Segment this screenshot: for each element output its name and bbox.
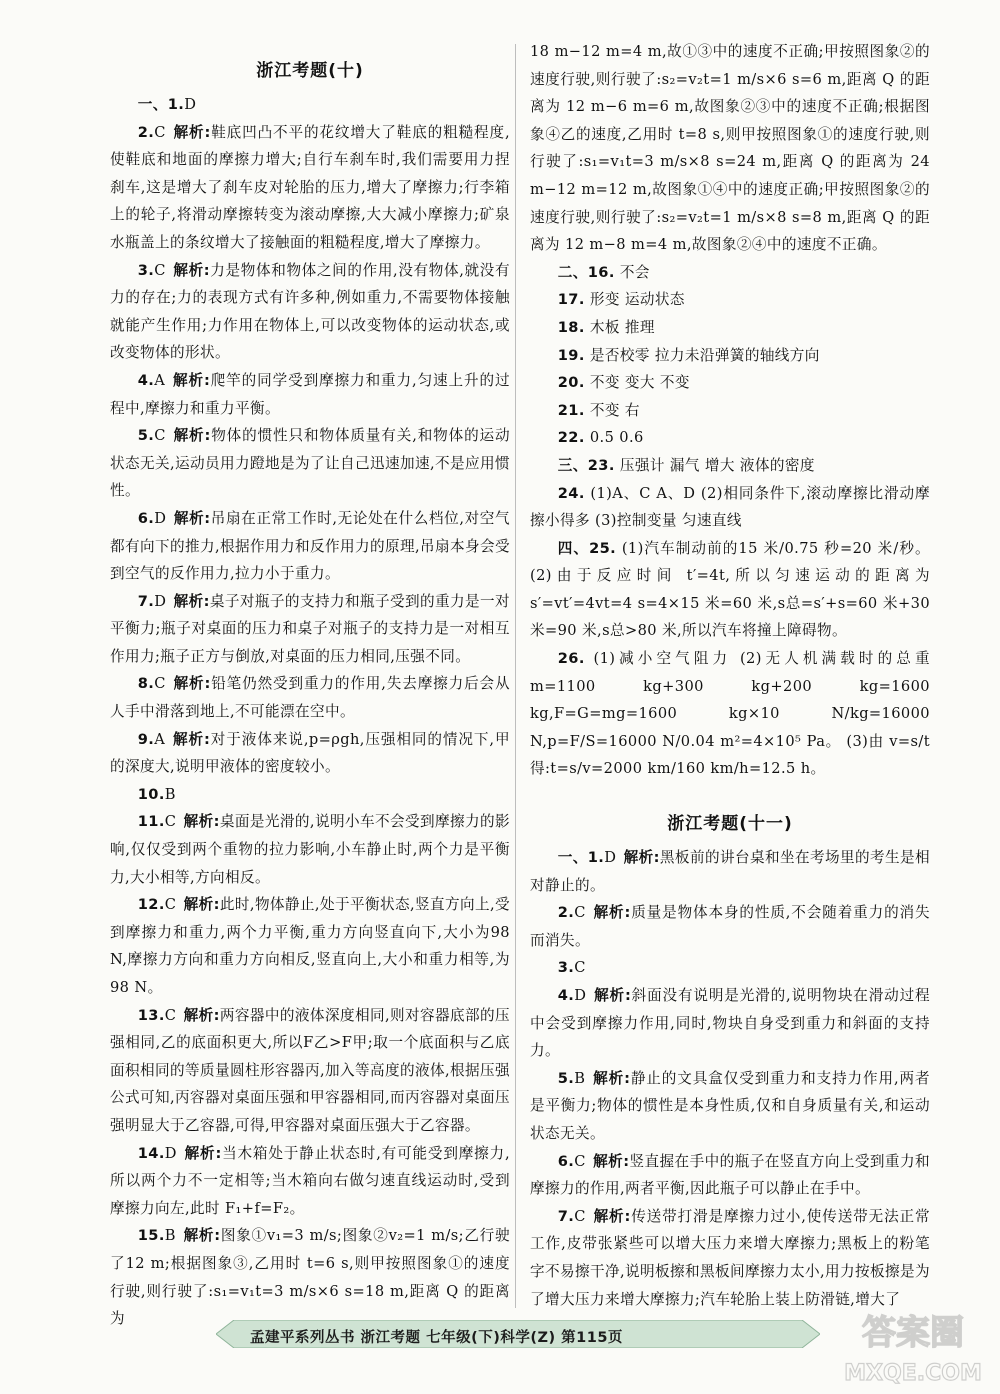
analysis-text: 两容器中的液体深度相同,则对容器底部的压强相同,乙的底面积更大,所以F乙>F甲;取一个底面积与乙底面积相同的等质量圆柱形容器丙,加入等高度的液体,根据压强公式可知,丙容器对桌面压强和甲容器相同,而丙容器对桌面压强明显大于乙容器,可得,甲容器对桌面压强大于乙容器。 — [110, 1006, 510, 1134]
answer-item — [110, 588, 510, 671]
answer-choice: C — [164, 896, 177, 914]
answer-choice: B — [574, 1069, 586, 1087]
analysis-label: 解析: — [183, 896, 220, 914]
question-number: 2. — [137, 123, 155, 141]
analysis-label: 解析: — [172, 371, 211, 389]
analysis-label: 解析: — [173, 123, 211, 141]
analysis-label: 解析: — [173, 675, 211, 693]
answer-item — [530, 982, 930, 1065]
analysis-text: 斜面没有说明是光滑的,说明物块在滑动过程中会受到摩擦力作用,同时,物块自身受到重力和斜面的支持力。 — [530, 987, 930, 1060]
answer-item — [530, 844, 930, 899]
answer-item — [530, 259, 930, 287]
answer-choice: C — [164, 1006, 177, 1024]
right-answer-list — [530, 259, 930, 783]
question-number: 7. — [137, 592, 155, 610]
answer-choice: C — [574, 1207, 586, 1225]
column-divider — [515, 44, 516, 1308]
section-title-10: 浙江考题(十) — [256, 61, 364, 81]
analysis-text: 鞋底凹凸不平的花纹增大了鞋底的粗糙程度,使鞋底和地面的摩擦力增大;自行车刹车时,我们需要用力捏刹车,这是增大了刹车皮对轮胎的压力,增大了摩擦力;行李箱上的轮子,将滑动摩擦转变为滚动摩擦,大大减小摩擦力;矿泉水瓶盖上的条纹增大了接触面的粗糙程度,增大了摩擦力。 — [110, 123, 510, 251]
answer-item — [530, 480, 930, 535]
question-number: 3. — [557, 959, 575, 977]
answer-choice: D — [574, 987, 587, 1004]
question-number: 15. — [137, 1227, 165, 1245]
analysis-label: 解析: — [173, 427, 211, 445]
question-number: 24. — [557, 484, 585, 502]
analysis-text: 质量是物体本身的性质,不会随着重力的消失而消失。 — [530, 904, 930, 949]
analysis-label: 解析: — [593, 1207, 631, 1225]
question-number: 三、23. — [557, 456, 615, 474]
answer-choice: C — [574, 1152, 586, 1170]
answer-choice: D — [164, 1144, 177, 1162]
answer-item — [530, 535, 930, 645]
question-number: 4. — [137, 371, 155, 389]
answer-choice: D — [154, 592, 167, 610]
question-number: 6. — [557, 1152, 575, 1170]
answer-item — [530, 1148, 930, 1203]
analysis-text: 传送带打滑是摩擦力过小,使传送带无法正常工作,皮带张紧些可以增大压力来增大摩擦力;黑板上的粉笔字不易擦干净,说明板擦和黑板间摩擦力太小,用力按板擦是为了增大压力来增大摩擦力;汽车轮胎上装上防滑链,增大了 — [530, 1207, 930, 1308]
analysis-text: 桌子对瓶子的支持力和瓶子受到的重力是一对平衡力;瓶子对桌面的压力和桌子对瓶子的支持力是一对相互作用力;瓶子正方与倒放,对桌面的压力相同,压强不同。 — [110, 592, 510, 665]
question-number: 21. — [557, 401, 585, 419]
analysis-text: 静止的文具盒仅受到重力和支持力作用,两者是平衡力;物体的惯性是本身性质,仅和自身质量有关,和运动状态无关。 — [530, 1069, 930, 1142]
answer-choice: D — [154, 509, 167, 527]
answer-item — [530, 645, 930, 783]
answer-choice: A — [154, 371, 166, 389]
answer-item — [530, 1065, 930, 1148]
question-number: 8. — [137, 675, 155, 693]
analysis-label: 解析: — [172, 730, 211, 748]
continuation-text: 18 m−12 m=4 m,故①③中的速度不正确;甲按照图象②的速度行驶,则行驶了:s₂=v₂t=1 m/s×6 s=6 m,距离 Q 的距离为 12 m−6 m=6 m,故图象②③中的速度不正确;根据图象④乙的速度,乙用时 t=8 s,则甲按照图象①的速度行驶,则行驶了:s₁=v₁t=3 m/s×8 s=24 m,距离 Q 的距离为 24 m−12 m=12 m,故图象①④中的速度正确;甲按照图象②的速度行驶,则行驶了:s₂=v₂t=1 m/s×8 s=8 m,距离 Q 的距离为 12 m−8 m=4 m,故图象②④中的速度不正确。 — [530, 43, 930, 254]
answer-choice: C — [154, 675, 166, 693]
analysis-text: 不变 变大 不变 — [589, 374, 690, 392]
right-answer-list-2 — [530, 844, 930, 1313]
section-title-11: 浙江考题(十一) — [667, 814, 793, 835]
answer-item — [110, 91, 510, 119]
answer-choice: A — [154, 730, 166, 748]
analysis-text: 木板 推理 — [589, 318, 655, 336]
question-number: 2. — [557, 904, 575, 922]
answer-choice: C — [154, 427, 166, 445]
question-number: 四、25. — [557, 539, 617, 557]
answer-item — [530, 369, 930, 397]
answer-choice: C — [574, 959, 586, 977]
answer-item — [110, 505, 510, 588]
analysis-text: 图象①v₁=3 m/s;图象②v₂=1 m/s;乙行驶了12 m;根据图象③,乙用时 t=6 s,则甲按照图象①的速度行驶,则行驶了:s₁=v₁t=3 m/s×6 s=18 m,距离 Q 的距离为 — [110, 1227, 510, 1328]
answer-item — [530, 286, 930, 314]
analysis-text: 此时,物体静止,处于平衡状态,竖直方向上,受到摩擦力和重力,两个力平衡,重力方向竖直向下,大小为98 N,摩擦力方向和重力方向相反,竖直向上,大小和重力相等,为98 N。 — [110, 896, 510, 996]
analysis-text: 吊扇在正常工作时,无论处在什么档位,对空气都有向下的推力,根据作用力和反作用力的原理,吊扇本身会受到空气的反作用力,拉力小于重力。 — [110, 509, 510, 583]
analysis-text: (1)A、C A、D (2)相同条件下,滚动摩擦比滑动摩擦小得多 (3)控制变量 匀速直线 — [530, 484, 930, 530]
answer-item — [110, 891, 510, 1001]
answer-item — [530, 899, 930, 954]
answer-item — [530, 314, 930, 342]
question-number: 一、1. — [137, 96, 185, 113]
analysis-text: 爬竿的同学受到摩擦力和重力,匀速上升的过程中,摩擦力和重力平衡。 — [110, 371, 511, 417]
watermark-text-1: 答案圈 — [862, 1313, 964, 1353]
analysis-label: 解析: — [183, 1006, 220, 1024]
answer-choice: C — [164, 813, 177, 831]
analysis-label: 解析: — [592, 1069, 631, 1087]
answer-choice: C — [154, 123, 166, 141]
answer-item — [110, 1140, 510, 1223]
analysis-text: 桌面是光滑的,说明小车不会受到摩擦力的影响,仅仅受到两个重物的拉力影响,小车静止时,两个力是平衡力,大小相等,方向相反。 — [110, 813, 510, 886]
answer-choice: C — [574, 904, 586, 922]
answer-item — [110, 257, 510, 367]
question-number: 22. — [557, 429, 585, 447]
question-number: 17. — [557, 291, 585, 309]
analysis-text: 压强计 漏气 增大 液体的密度 — [619, 456, 815, 474]
answer-item — [530, 397, 930, 425]
answer-item — [110, 422, 510, 505]
footer-text: 孟建平系列丛书 浙江考题 七年级(下)科学(Z) 第115页 — [250, 1330, 623, 1346]
answer-item — [110, 119, 510, 257]
question-number: 6. — [137, 509, 155, 527]
question-number: 5. — [137, 427, 155, 445]
answer-item — [530, 452, 930, 480]
answer-item — [530, 954, 930, 982]
analysis-text: (1)汽车制动前的15 米/0.75 秒=20 米/秒。 (2)由于反应时间 t′=4t,所以匀速运动的距离为 s′=vt′=4vt=4 s=4×15 米=60 米,s总=s′+s=60 米+30 米=90 米,s总>80 米,所以汽车将撞上障碍物。 — [530, 539, 930, 640]
analysis-text: 铅笔仍然受到重力的作用,失去摩擦力后会从人手中滑落到地上,不可能漂在空中。 — [110, 675, 510, 721]
analysis-label: 解析: — [593, 904, 631, 922]
analysis-text: 形变 运动状态 — [589, 291, 685, 309]
analysis-label: 解析: — [183, 1227, 221, 1245]
answer-item — [110, 1002, 510, 1140]
question-number: 13. — [137, 1006, 165, 1024]
right-column — [530, 38, 930, 1313]
question-number: 26. — [557, 650, 585, 668]
left-column — [110, 38, 510, 1333]
answer-item — [530, 424, 930, 452]
question-number: 二、16. — [557, 263, 615, 281]
answer-choice: C — [154, 261, 166, 279]
answer-choice: D — [604, 849, 617, 867]
question-number: 18. — [557, 318, 585, 336]
analysis-label: 解析: — [173, 592, 210, 610]
analysis-label: 解析: — [184, 1144, 222, 1162]
answer-item — [110, 367, 510, 422]
watermark-logo — [838, 1296, 988, 1390]
analysis-text: 竖直握在手中的瓶子在竖直方向上受到重力和摩擦力的作用,两者平衡,因此瓶子可以静止在手中。 — [530, 1152, 930, 1198]
question-number: 14. — [137, 1144, 165, 1162]
analysis-text: 黑板前的讲台桌和坐在考场里的考生是相对静止的。 — [530, 849, 930, 894]
analysis-text: 力是物体和物体之间的作用,没有物体,就没有力的存在;力的表现方式有许多种,例如重力,不需要物体接触就能产生作用;力作用在物体上,可以改变物体的运动状态,或改变物体的形状。 — [110, 261, 510, 362]
analysis-text: 当木箱处于静止状态时,有可能受到摩擦力,所以两个力不一定相等;当木箱向右做匀速直线运动时,受到摩擦力向左,此时 F₁+f=F₂。 — [110, 1144, 510, 1217]
question-number: 12. — [137, 896, 165, 914]
question-number: 4. — [557, 987, 575, 1004]
answer-choice: B — [164, 1227, 176, 1245]
analysis-text: 对于液体来说,p=ρgh,压强相同的情况下,甲的深度大,说明甲液体的密度较小。 — [110, 730, 510, 776]
analysis-text: 0.5 0.6 — [589, 429, 644, 447]
analysis-label: 解析: — [593, 1152, 630, 1170]
analysis-label: 解析: — [173, 509, 211, 527]
analysis-label: 解析: — [173, 261, 211, 279]
analysis-label: 解析: — [593, 987, 632, 1004]
question-number: 一、1. — [557, 849, 605, 867]
question-number: 19. — [557, 346, 585, 364]
analysis-label: 解析: — [183, 813, 220, 831]
question-number: 9. — [137, 730, 155, 748]
left-answer-list — [110, 91, 510, 1333]
analysis-text: (1)减小空气阻力 (2)无人机满载时的总重 m=1100 kg+300 kg+200 kg=1600 kg,F=G=mg=1600 kg×10 N/kg=16000 N,p=F/S=16000 N/0.04 m²=4×10⁵ Pa。 (3)由 v=s/t 得:t=s/v=2000 km/160 km/h=12.5 h。 — [530, 650, 930, 778]
answer-item — [110, 726, 510, 781]
question-number: 11. — [137, 813, 165, 831]
analysis-text: 是否校零 拉力未沿弹簧的轴线方向 — [589, 346, 820, 364]
answer-item — [530, 342, 930, 370]
question-number: 3. — [137, 261, 155, 279]
analysis-text: 不会 — [619, 263, 650, 281]
question-number: 10. — [137, 785, 165, 803]
analysis-text: 物体的惯性只和物体质量有关,和物体的运动状态无关,运动员用力蹬地是为了让自己迅速加速,不是应用惯性。 — [110, 427, 510, 500]
question-number: 5. — [557, 1069, 575, 1087]
analysis-label: 解析: — [623, 849, 660, 867]
answer-choice: D — [184, 96, 197, 113]
answer-choice: B — [164, 785, 176, 803]
analysis-text: 不变 右 — [589, 401, 640, 419]
question-number: 20. — [557, 374, 585, 392]
answer-item — [110, 670, 510, 725]
answer-item — [110, 781, 510, 809]
question-number: 7. — [557, 1207, 575, 1225]
answer-item — [110, 808, 510, 891]
watermark-text-2: MXQE.COM — [844, 1361, 982, 1386]
